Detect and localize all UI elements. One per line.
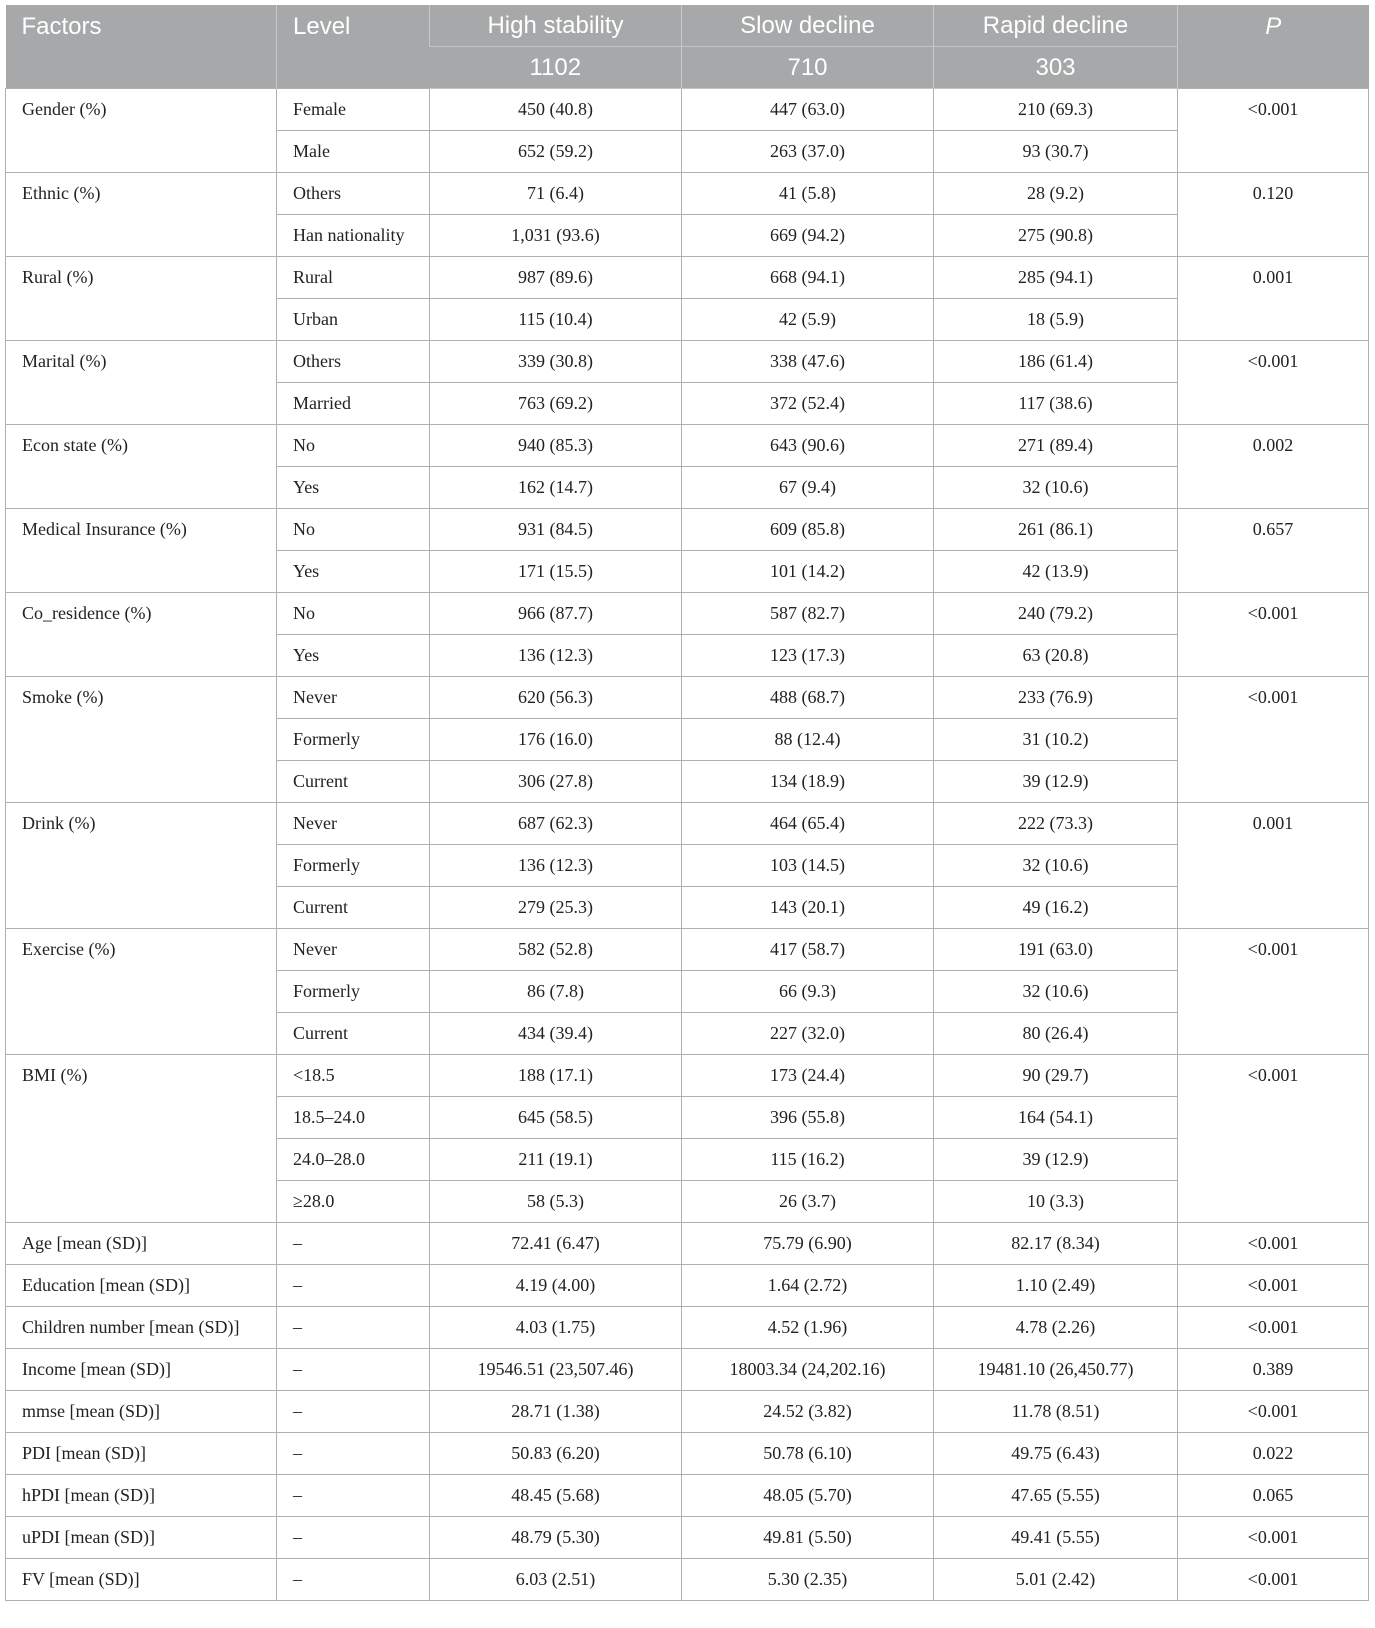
factor-cell: uPDI [mean (SD)]	[6, 1517, 277, 1559]
value-cell-slow-decline: 103 (14.5)	[682, 845, 934, 887]
value-cell-high-stability: 966 (87.7)	[430, 593, 682, 635]
value-cell-rapid-decline: 5.01 (2.42)	[934, 1559, 1178, 1601]
level-cell: Married	[277, 383, 430, 425]
characteristics-table	[5, 5, 1369, 1601]
factor-cell: Education [mean (SD)]	[6, 1265, 277, 1307]
value-cell-rapid-decline: 49.75 (6.43)	[934, 1433, 1178, 1475]
level-cell: –	[277, 1349, 430, 1391]
value-cell-rapid-decline: 275 (90.8)	[934, 215, 1178, 257]
value-cell-slow-decline: 263 (37.0)	[682, 131, 934, 173]
factor-cell: Children number [mean (SD)]	[6, 1307, 277, 1349]
level-cell: –	[277, 1559, 430, 1601]
value-cell-slow-decline: 417 (58.7)	[682, 929, 934, 971]
value-cell-slow-decline: 26 (3.7)	[682, 1181, 934, 1223]
header-n-rapid-decline: 303	[934, 47, 1178, 89]
value-cell-rapid-decline: 285 (94.1)	[934, 257, 1178, 299]
value-cell-high-stability: 28.71 (1.38)	[430, 1391, 682, 1433]
value-cell-rapid-decline: 90 (29.7)	[934, 1055, 1178, 1097]
value-cell-slow-decline: 669 (94.2)	[682, 215, 934, 257]
value-cell-high-stability: 71 (6.4)	[430, 173, 682, 215]
value-cell-rapid-decline: 49 (16.2)	[934, 887, 1178, 929]
value-cell-slow-decline: 464 (65.4)	[682, 803, 934, 845]
value-cell-slow-decline: 643 (90.6)	[682, 425, 934, 467]
value-cell-rapid-decline: 39 (12.9)	[934, 1139, 1178, 1181]
level-cell: No	[277, 425, 430, 467]
value-cell-slow-decline: 18003.34 (24,202.16)	[682, 1349, 934, 1391]
value-cell-slow-decline: 66 (9.3)	[682, 971, 934, 1013]
p-value-cell: <0.001	[1178, 1517, 1369, 1559]
level-cell: –	[277, 1223, 430, 1265]
value-cell-slow-decline: 48.05 (5.70)	[682, 1475, 934, 1517]
value-cell-high-stability: 931 (84.5)	[430, 509, 682, 551]
factor-cell: Gender (%)	[6, 89, 277, 173]
value-cell-slow-decline: 5.30 (2.35)	[682, 1559, 934, 1601]
p-value-cell: 0.065	[1178, 1475, 1369, 1517]
level-cell: Current	[277, 761, 430, 803]
p-value-cell: <0.001	[1178, 89, 1369, 173]
level-cell: –	[277, 1517, 430, 1559]
value-cell-rapid-decline: 32 (10.6)	[934, 845, 1178, 887]
value-cell-high-stability: 188 (17.1)	[430, 1055, 682, 1097]
p-value-cell: 0.120	[1178, 173, 1369, 257]
level-cell: ≥28.0	[277, 1181, 430, 1223]
table-row	[6, 1265, 1369, 1307]
factor-cell: PDI [mean (SD)]	[6, 1433, 277, 1475]
value-cell-slow-decline: 88 (12.4)	[682, 719, 934, 761]
value-cell-rapid-decline: 261 (86.1)	[934, 509, 1178, 551]
value-cell-high-stability: 58 (5.3)	[430, 1181, 682, 1223]
value-cell-slow-decline: 1.64 (2.72)	[682, 1265, 934, 1307]
value-cell-high-stability: 339 (30.8)	[430, 341, 682, 383]
factor-cell: Exercise (%)	[6, 929, 277, 1055]
header-group-slow-decline: Slow decline	[682, 5, 934, 47]
value-cell-high-stability: 86 (7.8)	[430, 971, 682, 1013]
value-cell-rapid-decline: 191 (63.0)	[934, 929, 1178, 971]
value-cell-slow-decline: 227 (32.0)	[682, 1013, 934, 1055]
value-cell-rapid-decline: 117 (38.6)	[934, 383, 1178, 425]
factor-cell: Econ state (%)	[6, 425, 277, 509]
value-cell-high-stability: 450 (40.8)	[430, 89, 682, 131]
value-cell-high-stability: 171 (15.5)	[430, 551, 682, 593]
value-cell-rapid-decline: 186 (61.4)	[934, 341, 1178, 383]
value-cell-high-stability: 176 (16.0)	[430, 719, 682, 761]
level-cell: Others	[277, 341, 430, 383]
value-cell-rapid-decline: 42 (13.9)	[934, 551, 1178, 593]
value-cell-rapid-decline: 80 (26.4)	[934, 1013, 1178, 1055]
header-row-names	[6, 5, 1369, 47]
level-cell: No	[277, 593, 430, 635]
value-cell-high-stability: 211 (19.1)	[430, 1139, 682, 1181]
level-cell: 24.0–28.0	[277, 1139, 430, 1181]
value-cell-high-stability: 620 (56.3)	[430, 677, 682, 719]
factor-cell: mmse [mean (SD)]	[6, 1391, 277, 1433]
value-cell-slow-decline: 4.52 (1.96)	[682, 1307, 934, 1349]
factor-cell: Smoke (%)	[6, 677, 277, 803]
value-cell-rapid-decline: 233 (76.9)	[934, 677, 1178, 719]
header-group-high-stability: High stability	[430, 5, 682, 47]
value-cell-high-stability: 763 (69.2)	[430, 383, 682, 425]
factor-cell: Drink (%)	[6, 803, 277, 929]
value-cell-rapid-decline: 18 (5.9)	[934, 299, 1178, 341]
p-value-cell: <0.001	[1178, 1223, 1369, 1265]
value-cell-high-stability: 940 (85.3)	[430, 425, 682, 467]
value-cell-high-stability: 434 (39.4)	[430, 1013, 682, 1055]
header-level: Level	[277, 5, 430, 89]
value-cell-high-stability: 306 (27.8)	[430, 761, 682, 803]
value-cell-slow-decline: 75.79 (6.90)	[682, 1223, 934, 1265]
value-cell-high-stability: 279 (25.3)	[430, 887, 682, 929]
value-cell-high-stability: 987 (89.6)	[430, 257, 682, 299]
header-p: P	[1178, 5, 1369, 89]
value-cell-rapid-decline: 47.65 (5.55)	[934, 1475, 1178, 1517]
table-row	[6, 1055, 1369, 1097]
value-cell-rapid-decline: 222 (73.3)	[934, 803, 1178, 845]
value-cell-slow-decline: 173 (24.4)	[682, 1055, 934, 1097]
value-cell-rapid-decline: 28 (9.2)	[934, 173, 1178, 215]
level-cell: Never	[277, 803, 430, 845]
level-cell: Yes	[277, 551, 430, 593]
factor-cell: BMI (%)	[6, 1055, 277, 1223]
value-cell-high-stability: 115 (10.4)	[430, 299, 682, 341]
value-cell-slow-decline: 123 (17.3)	[682, 635, 934, 677]
header-n-slow-decline: 710	[682, 47, 934, 89]
table-row	[6, 1517, 1369, 1559]
value-cell-high-stability: 645 (58.5)	[430, 1097, 682, 1139]
p-value-cell: <0.001	[1178, 1265, 1369, 1307]
value-cell-rapid-decline: 1.10 (2.49)	[934, 1265, 1178, 1307]
value-cell-high-stability: 687 (62.3)	[430, 803, 682, 845]
level-cell: Current	[277, 887, 430, 929]
value-cell-high-stability: 48.79 (5.30)	[430, 1517, 682, 1559]
level-cell: Rural	[277, 257, 430, 299]
value-cell-slow-decline: 50.78 (6.10)	[682, 1433, 934, 1475]
level-cell: –	[277, 1391, 430, 1433]
value-cell-rapid-decline: 210 (69.3)	[934, 89, 1178, 131]
level-cell: Urban	[277, 299, 430, 341]
value-cell-high-stability: 162 (14.7)	[430, 467, 682, 509]
value-cell-rapid-decline: 19481.10 (26,450.77)	[934, 1349, 1178, 1391]
p-value-cell: <0.001	[1178, 341, 1369, 425]
table-container	[5, 5, 1369, 1601]
header-factors: Factors	[6, 5, 277, 89]
p-value-cell: 0.389	[1178, 1349, 1369, 1391]
p-value-cell: <0.001	[1178, 1559, 1369, 1601]
factor-cell: Age [mean (SD)]	[6, 1223, 277, 1265]
value-cell-rapid-decline: 10 (3.3)	[934, 1181, 1178, 1223]
level-cell: –	[277, 1307, 430, 1349]
level-cell: Yes	[277, 635, 430, 677]
value-cell-slow-decline: 587 (82.7)	[682, 593, 934, 635]
level-cell: Formerly	[277, 845, 430, 887]
table-row	[6, 677, 1369, 719]
table-row	[6, 803, 1369, 845]
value-cell-slow-decline: 609 (85.8)	[682, 509, 934, 551]
level-cell: –	[277, 1265, 430, 1307]
value-cell-high-stability: 19546.51 (23,507.46)	[430, 1349, 682, 1391]
value-cell-slow-decline: 115 (16.2)	[682, 1139, 934, 1181]
value-cell-slow-decline: 143 (20.1)	[682, 887, 934, 929]
factor-cell: hPDI [mean (SD)]	[6, 1475, 277, 1517]
level-cell: Formerly	[277, 719, 430, 761]
p-value-cell: <0.001	[1178, 1307, 1369, 1349]
table-header	[6, 5, 1369, 89]
table-row	[6, 1433, 1369, 1475]
value-cell-high-stability: 582 (52.8)	[430, 929, 682, 971]
value-cell-rapid-decline: 32 (10.6)	[934, 971, 1178, 1013]
factor-cell: Medical Insurance (%)	[6, 509, 277, 593]
value-cell-slow-decline: 24.52 (3.82)	[682, 1391, 934, 1433]
value-cell-rapid-decline: 271 (89.4)	[934, 425, 1178, 467]
value-cell-slow-decline: 488 (68.7)	[682, 677, 934, 719]
value-cell-slow-decline: 101 (14.2)	[682, 551, 934, 593]
value-cell-slow-decline: 42 (5.9)	[682, 299, 934, 341]
value-cell-rapid-decline: 82.17 (8.34)	[934, 1223, 1178, 1265]
level-cell: Never	[277, 677, 430, 719]
table-row	[6, 257, 1369, 299]
value-cell-rapid-decline: 93 (30.7)	[934, 131, 1178, 173]
value-cell-slow-decline: 134 (18.9)	[682, 761, 934, 803]
value-cell-high-stability: 1,031 (93.6)	[430, 215, 682, 257]
level-cell: Male	[277, 131, 430, 173]
value-cell-high-stability: 136 (12.3)	[430, 635, 682, 677]
table-row	[6, 1391, 1369, 1433]
value-cell-high-stability: 136 (12.3)	[430, 845, 682, 887]
table-row	[6, 1475, 1369, 1517]
p-value-cell: 0.022	[1178, 1433, 1369, 1475]
level-cell: Never	[277, 929, 430, 971]
p-value-cell: 0.002	[1178, 425, 1369, 509]
table-row	[6, 173, 1369, 215]
factor-cell: Ethnic (%)	[6, 173, 277, 257]
p-value-cell: 0.001	[1178, 803, 1369, 929]
value-cell-slow-decline: 338 (47.6)	[682, 341, 934, 383]
p-value-cell: 0.001	[1178, 257, 1369, 341]
value-cell-slow-decline: 49.81 (5.50)	[682, 1517, 934, 1559]
factor-cell: Marital (%)	[6, 341, 277, 425]
value-cell-high-stability: 4.19 (4.00)	[430, 1265, 682, 1307]
header-group-rapid-decline: Rapid decline	[934, 5, 1178, 47]
header-n-high-stability: 1102	[430, 47, 682, 89]
value-cell-high-stability: 50.83 (6.20)	[430, 1433, 682, 1475]
value-cell-rapid-decline: 63 (20.8)	[934, 635, 1178, 677]
p-value-cell: <0.001	[1178, 593, 1369, 677]
value-cell-slow-decline: 372 (52.4)	[682, 383, 934, 425]
p-value-cell: 0.657	[1178, 509, 1369, 593]
table-row	[6, 593, 1369, 635]
p-value-cell: <0.001	[1178, 1391, 1369, 1433]
level-cell: –	[277, 1433, 430, 1475]
value-cell-high-stability: 48.45 (5.68)	[430, 1475, 682, 1517]
value-cell-high-stability: 4.03 (1.75)	[430, 1307, 682, 1349]
value-cell-rapid-decline: 4.78 (2.26)	[934, 1307, 1178, 1349]
table-row	[6, 929, 1369, 971]
level-cell: 18.5–24.0	[277, 1097, 430, 1139]
level-cell: –	[277, 1475, 430, 1517]
level-cell: Formerly	[277, 971, 430, 1013]
factor-cell: Co_residence (%)	[6, 593, 277, 677]
value-cell-rapid-decline: 240 (79.2)	[934, 593, 1178, 635]
table-row	[6, 1559, 1369, 1601]
level-cell: Yes	[277, 467, 430, 509]
table-row	[6, 1307, 1369, 1349]
level-cell: <18.5	[277, 1055, 430, 1097]
value-cell-slow-decline: 67 (9.4)	[682, 467, 934, 509]
table-row	[6, 89, 1369, 131]
p-value-cell: <0.001	[1178, 677, 1369, 803]
level-cell: Female	[277, 89, 430, 131]
value-cell-rapid-decline: 31 (10.2)	[934, 719, 1178, 761]
table-row	[6, 425, 1369, 467]
table-body	[6, 89, 1369, 1601]
table-row	[6, 1349, 1369, 1391]
value-cell-slow-decline: 447 (63.0)	[682, 89, 934, 131]
value-cell-slow-decline: 41 (5.8)	[682, 173, 934, 215]
value-cell-rapid-decline: 39 (12.9)	[934, 761, 1178, 803]
p-value-cell: <0.001	[1178, 1055, 1369, 1223]
p-value-cell: <0.001	[1178, 929, 1369, 1055]
level-cell: Others	[277, 173, 430, 215]
value-cell-rapid-decline: 49.41 (5.55)	[934, 1517, 1178, 1559]
value-cell-high-stability: 6.03 (2.51)	[430, 1559, 682, 1601]
table-row	[6, 509, 1369, 551]
table-row	[6, 341, 1369, 383]
value-cell-rapid-decline: 32 (10.6)	[934, 467, 1178, 509]
value-cell-high-stability: 72.41 (6.47)	[430, 1223, 682, 1265]
factor-cell: Income [mean (SD)]	[6, 1349, 277, 1391]
level-cell: Current	[277, 1013, 430, 1055]
factor-cell: FV [mean (SD)]	[6, 1559, 277, 1601]
value-cell-rapid-decline: 11.78 (8.51)	[934, 1391, 1178, 1433]
factor-cell: Rural (%)	[6, 257, 277, 341]
value-cell-high-stability: 652 (59.2)	[430, 131, 682, 173]
value-cell-slow-decline: 396 (55.8)	[682, 1097, 934, 1139]
table-row	[6, 1223, 1369, 1265]
level-cell: Han nationality	[277, 215, 430, 257]
value-cell-rapid-decline: 164 (54.1)	[934, 1097, 1178, 1139]
level-cell: No	[277, 509, 430, 551]
value-cell-slow-decline: 668 (94.1)	[682, 257, 934, 299]
